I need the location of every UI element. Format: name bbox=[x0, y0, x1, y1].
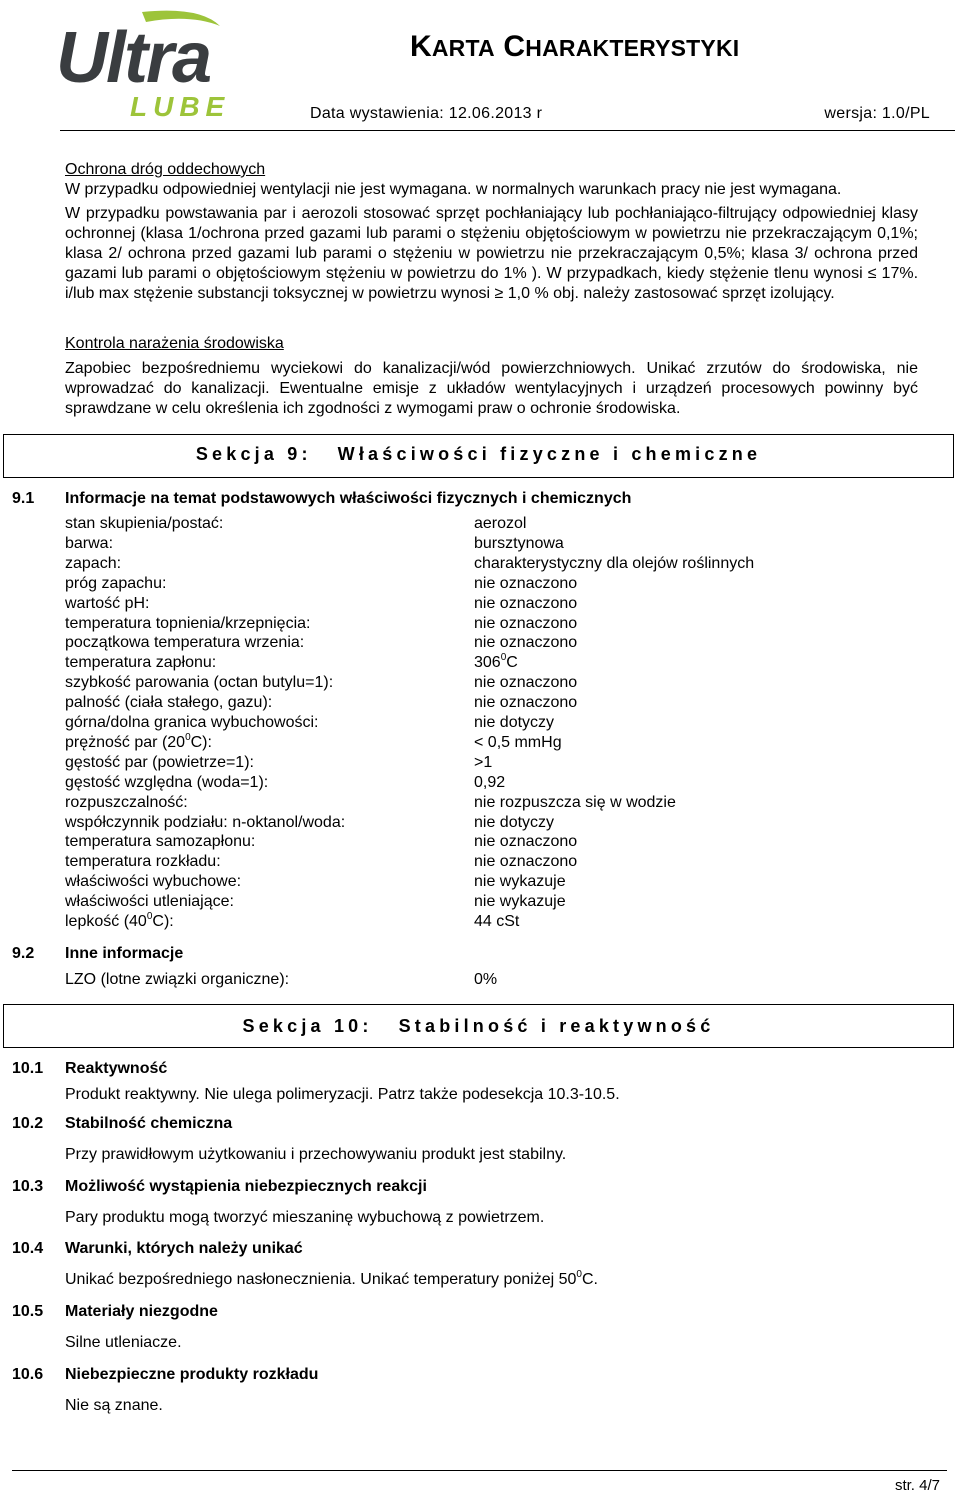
document-title: KARTA CHARAKTERYSTYKI bbox=[410, 30, 740, 63]
logo-lube-text: LUBE bbox=[130, 91, 231, 120]
property-value: $306^0C$ bbox=[474, 652, 518, 672]
property-row bbox=[65, 535, 825, 555]
subsection-text: Przy prawidłowym użytkowaniu i przechowywaniu produkt jest stabilny. bbox=[65, 1146, 567, 1163]
property-value: 0,92 bbox=[474, 773, 506, 791]
section-10-header-box bbox=[3, 1004, 954, 1048]
property-label: zapach: bbox=[65, 554, 122, 572]
property-label: początkowa temperatura wrzenia: bbox=[65, 634, 305, 652]
environmental-paragraph: Zapobiec bezpośredniemu wyciekowi do kanalizacji/wód powierzchniowych. Unikać zrzutów do środowiska, nie wprowadzać do kanalizacji. Ewentualne emisje z układów wentylacyjnych i urządzeń procesowych powinny być sprawdzane w celu określenia ich zgodności z wymogami praw o ochronie środowiska. bbox=[65, 360, 918, 417]
subsection-text: Silne utleniacze. bbox=[65, 1334, 182, 1351]
subsection-number: 10.1 bbox=[12, 1060, 44, 1077]
document-version: wersja: 1.0/PL bbox=[824, 105, 930, 122]
subsection-title: Warunki, których należy unikać bbox=[65, 1240, 303, 1257]
section-9-header-box bbox=[3, 434, 954, 478]
property-row bbox=[65, 575, 825, 595]
property-value: nie oznaczono bbox=[474, 833, 578, 851]
page-number: str. 4/7 bbox=[894, 1477, 940, 1494]
property-row bbox=[65, 615, 825, 635]
property-value: nie oznaczono bbox=[474, 853, 578, 871]
subsection-9-2-title: Inne informacje bbox=[65, 945, 184, 962]
properties-table bbox=[0, 515, 960, 935]
superscript: 0 bbox=[185, 731, 191, 743]
subsection-number: 10.2 bbox=[12, 1115, 44, 1132]
property-label: temperatura topnienia/krzepnięcia: bbox=[65, 614, 311, 632]
subsection-text: Produkt reaktywny. Nie ulega polimeryzacji. Patrz także podesekcja 10.3-10.5. bbox=[65, 1086, 620, 1103]
property-label: temperatura samozapłonu: bbox=[65, 833, 256, 851]
subsection-number: 10.3 bbox=[12, 1178, 44, 1195]
subsection-number: 10.6 bbox=[12, 1366, 44, 1383]
subsection-text: Nie są znane. bbox=[65, 1397, 163, 1414]
property-row bbox=[65, 913, 825, 933]
property-value: nie oznaczono bbox=[474, 594, 578, 612]
less-equal-symbol: ≤ bbox=[867, 265, 877, 282]
subsection-9-2-number: 9.2 bbox=[12, 945, 35, 962]
property-row bbox=[65, 893, 825, 913]
property-value: 44 cSt bbox=[474, 913, 520, 930]
subsection-title: Materiały niezgodne bbox=[65, 1303, 218, 1320]
property-label: właściwości wybuchowe: bbox=[65, 873, 242, 891]
subsection-text: Pary produktu mogą tworzyć mieszaninę wybuchową z powietrzem. bbox=[65, 1209, 545, 1226]
superscript: 0 bbox=[576, 1269, 582, 1280]
property-value: nie wykazuje bbox=[474, 893, 566, 911]
property-row bbox=[65, 774, 825, 794]
property-row bbox=[65, 694, 825, 714]
subsection-9-1-number: 9.1 bbox=[12, 490, 35, 507]
property-row bbox=[65, 634, 825, 654]
property-row bbox=[65, 515, 825, 535]
property-value: nie oznaczono bbox=[474, 614, 578, 632]
property-row bbox=[65, 654, 825, 674]
property-value: aerozol bbox=[474, 515, 527, 532]
property-value: >1 bbox=[474, 753, 493, 771]
property-label: gęstość par (powietrze=1): bbox=[65, 753, 254, 771]
superscript: 0 bbox=[500, 652, 507, 664]
voc-label: LZO (lotne związki organiczne): bbox=[65, 971, 290, 988]
property-value: nie dotyczy bbox=[474, 714, 555, 731]
property-row bbox=[65, 814, 825, 834]
respiratory-paragraph: W przypadku powstawania par i aerozoli stosować sprzęt pochłaniający lub pochłaniająco-filtrujący odpowiedniej klasy ochronnej (klasa 1/ochrona przed gazami lub parami o stężeniu objętościowym w powietrzu nie przekraczającym 0,1%; klasa 2/ ochrona przed gazami lub parami o stężeniu w powietrzu nie przekraczającym 0,5%; klasa 3/ ochrona przed gazami lub parami o objętościowym stężeniu w powietrzu do 1% ). W przypadkach, kiedy stężenie tlenu wynosi ≤ 17%. i/lub max stężenie substancji toksycznej w powietrzu wynosi ≥ 1,0 % obj. należy zastosować sprzęt izolujący. bbox=[65, 205, 919, 302]
ultra-lube-logo bbox=[50, 8, 250, 120]
property-label: prężność par $(20^0C)$: bbox=[65, 731, 212, 751]
property-label: górna/dolna granica wybuchowości: bbox=[65, 714, 319, 731]
property-value: nie oznaczono bbox=[474, 694, 578, 712]
property-row bbox=[65, 794, 825, 814]
subsection-title: Stabilność chemiczna bbox=[65, 1115, 233, 1132]
property-value: nie dotyczy bbox=[474, 813, 555, 831]
property-label: temperatura rozkładu: bbox=[65, 853, 221, 871]
property-label: lepkość $(40^0C)$: bbox=[65, 911, 174, 930]
subsection-title: Niebezpieczne produkty rozkładu bbox=[65, 1366, 319, 1383]
property-label: szybkość parowania (octan butylu=1): bbox=[65, 674, 334, 692]
voc-value: 0% bbox=[474, 971, 498, 988]
superscript: 0 bbox=[146, 911, 153, 922]
property-label: temperatura zapłonu: bbox=[65, 654, 217, 672]
greater-equal-symbol: ≥ bbox=[494, 285, 504, 302]
property-label: próg zapachu: bbox=[65, 574, 167, 592]
section-10-title: Sekcja 10: Stabilność i reaktywność bbox=[242, 1016, 715, 1036]
property-value: nie wykazuje bbox=[474, 873, 566, 891]
subsection-9-1-title: Informacje na temat podstawowych właściwości fizycznych i chemicznych bbox=[65, 490, 632, 507]
property-row bbox=[65, 714, 825, 734]
property-row bbox=[65, 853, 825, 873]
property-label: stan skupienia/postać: bbox=[65, 515, 224, 532]
subsection-title: Reaktywność bbox=[65, 1060, 168, 1077]
footer-divider bbox=[12, 1470, 947, 1471]
property-label: wartość pH: bbox=[65, 594, 150, 612]
respiratory-line-1: W przypadku odpowiedniej wentylacji nie jest wymagana. w normalnych warunkach pracy nie jest wymagana. bbox=[65, 181, 842, 198]
subsection-title: Możliwość wystąpienia niebezpiecznych reakcji bbox=[65, 1178, 427, 1195]
subsection-text: Unikać bezpośredniego nasłonecznienia. Unikać temperatury poniżej $50^0C$. bbox=[65, 1269, 598, 1288]
property-label: rozpuszczalność: bbox=[65, 793, 188, 811]
property-value: bursztynowa bbox=[474, 534, 564, 552]
property-label: palność (ciała stałego, gazu): bbox=[65, 694, 273, 712]
respiratory-protection-heading: Ochrona dróg oddechowych bbox=[65, 161, 266, 178]
property-row bbox=[65, 833, 825, 853]
property-value: nie oznaczono bbox=[474, 634, 578, 652]
environmental-exposure-heading: Kontrola narażenia środowiska bbox=[65, 335, 284, 352]
section-9-title: Sekcja 9: Właściwości fizyczne i chemiczne bbox=[195, 444, 762, 464]
property-value: charakterystyczny dla olejów roślinnych bbox=[474, 554, 755, 572]
property-row bbox=[65, 555, 825, 575]
property-label: gęstość względna (woda=1): bbox=[65, 773, 269, 791]
property-value: nie oznaczono bbox=[474, 674, 578, 692]
logo-ultra-text: Ultra bbox=[56, 18, 211, 98]
property-row bbox=[65, 595, 825, 615]
property-value: nie rozpuszcza się w wodzie bbox=[474, 793, 676, 811]
property-row bbox=[65, 674, 825, 694]
property-value: nie oznaczono bbox=[474, 574, 578, 592]
property-label: współczynnik podziału: n-oktanol/woda: bbox=[65, 813, 346, 831]
property-row bbox=[65, 873, 825, 893]
property-row bbox=[65, 731, 825, 754]
property-label: właściwości utleniające: bbox=[65, 893, 234, 911]
subsection-number: 10.5 bbox=[12, 1303, 44, 1320]
property-label: barwa: bbox=[65, 534, 114, 552]
subsection-number: 10.4 bbox=[12, 1240, 44, 1257]
header-divider bbox=[60, 130, 955, 131]
property-row bbox=[65, 754, 825, 774]
issue-date: Data wystawienia: 12.06.2013 r bbox=[310, 105, 543, 122]
property-value: < 0,5 mmHg bbox=[474, 733, 562, 751]
